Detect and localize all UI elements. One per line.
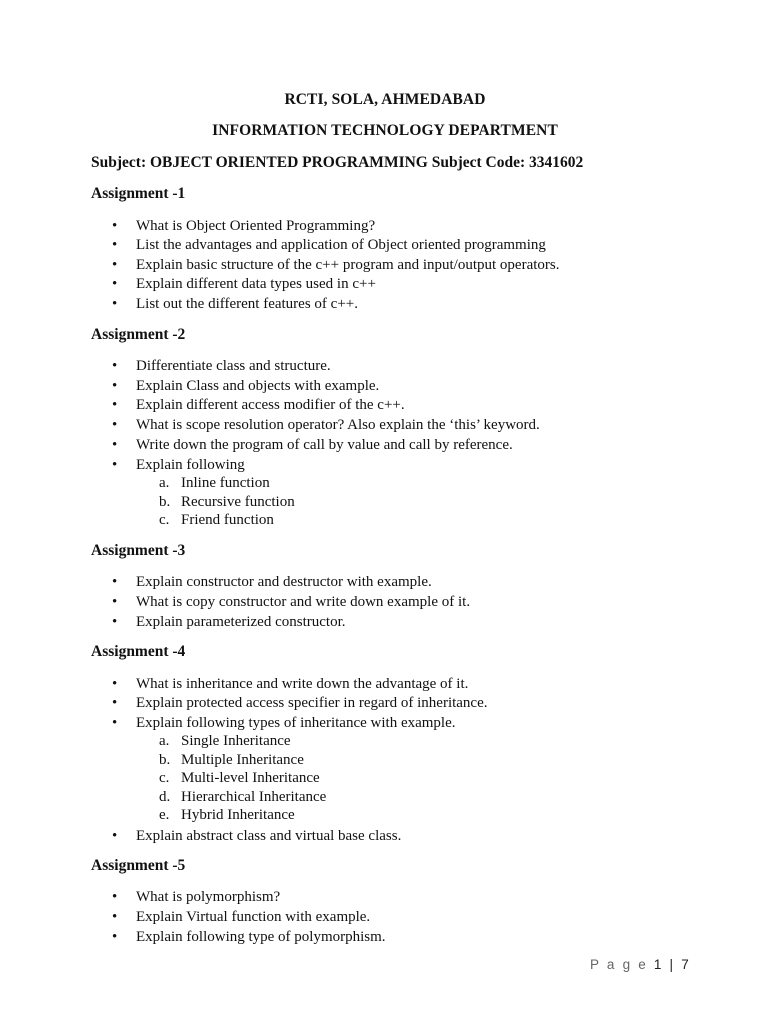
list-item: • Explain following types of inheritance with example. (112, 715, 456, 731)
list-item: • What is copy constructor and write down example of it. (112, 594, 471, 610)
bullet-icon: • (112, 828, 118, 844)
list-item: • What is Object Oriented Programming? (112, 218, 376, 234)
assignment-5-heading: Assignment -5 (91, 857, 186, 874)
sub-list-item: e. Hybrid Inheritance (159, 807, 295, 823)
list-item: • List the advantages and application of Object oriented programming (112, 237, 546, 253)
assignment-4-heading: Assignment -4 (91, 643, 186, 660)
bullet-icon: • (112, 358, 118, 374)
bullet-icon: • (112, 889, 118, 905)
list-item: • Explain Virtual function with example. (112, 909, 371, 925)
bullet-icon: • (112, 614, 118, 630)
sub-list-item: b. Multiple Inheritance (159, 752, 304, 768)
sub-list-item: d. Hierarchical Inheritance (159, 789, 327, 805)
bullet-icon: • (112, 929, 118, 945)
bullet-icon: • (112, 574, 118, 590)
sub-list-item: c. Friend function (159, 512, 274, 528)
page-footer (590, 957, 691, 972)
list-item: • Explain parameterized constructor. (112, 614, 346, 630)
subject-line: Subject: OBJECT ORIENTED PROGRAMMING Subject Code: 3341602 (91, 154, 584, 171)
sub-list-item: a. Inline function (159, 475, 270, 491)
bullet-icon: • (112, 594, 118, 610)
bullet-icon: • (112, 715, 118, 731)
department-title: INFORMATION TECHNOLOGY DEPARTMENT (212, 122, 558, 139)
list-item: • List out the different features of c++. (112, 296, 358, 312)
page-label: P a g e (590, 957, 648, 972)
bullet-icon: • (112, 417, 118, 433)
bullet-icon: • (112, 296, 118, 312)
list-item: • Explain abstract class and virtual base class. (112, 828, 402, 844)
list-item: • Explain following (112, 457, 245, 473)
list-item: • Explain following type of polymorphism. (112, 929, 386, 945)
bullet-icon: • (112, 257, 118, 273)
list-item: • Explain basic structure of the c++ program and input/output operators. (112, 257, 560, 273)
bullet-icon: • (112, 676, 118, 692)
page-number: 1 | 7 (653, 957, 691, 972)
bullet-icon: • (112, 237, 118, 253)
list-item: • Write down the program of call by value and call by reference. (112, 437, 513, 453)
list-item: • Differentiate class and structure. (112, 358, 331, 374)
list-item: • Explain different access modifier of the c++. (112, 397, 405, 413)
bullet-icon: • (112, 695, 118, 711)
list-item: • Explain protected access specifier in regard of inheritance. (112, 695, 488, 711)
bullet-icon: • (112, 437, 118, 453)
assignment-1-heading: Assignment -1 (91, 185, 186, 202)
list-item: • What is scope resolution operator? Also explain the ‘this’ keyword. (112, 417, 540, 433)
institute-title: RCTI, SOLA, AHMEDABAD (284, 91, 486, 108)
sub-list-item: b. Recursive function (159, 494, 295, 510)
sub-list-item: a. Single Inheritance (159, 733, 291, 749)
list-item: • What is polymorphism? (112, 889, 281, 905)
bullet-icon: • (112, 218, 118, 234)
list-item: • Explain Class and objects with example. (112, 378, 380, 394)
bullet-icon: • (112, 397, 118, 413)
list-item: • Explain different data types used in c++ (112, 276, 376, 292)
bullet-icon: • (112, 457, 118, 473)
assignment-2-heading: Assignment -2 (91, 326, 186, 343)
list-item: • What is inheritance and write down the advantage of it. (112, 676, 469, 692)
bullet-icon: • (112, 378, 118, 394)
sub-list-item: c. Multi-level Inheritance (159, 770, 320, 786)
bullet-icon: • (112, 909, 118, 925)
bullet-icon: • (112, 276, 118, 292)
assignment-3-heading: Assignment -3 (91, 542, 186, 559)
list-item: • Explain constructor and destructor with example. (112, 574, 432, 590)
